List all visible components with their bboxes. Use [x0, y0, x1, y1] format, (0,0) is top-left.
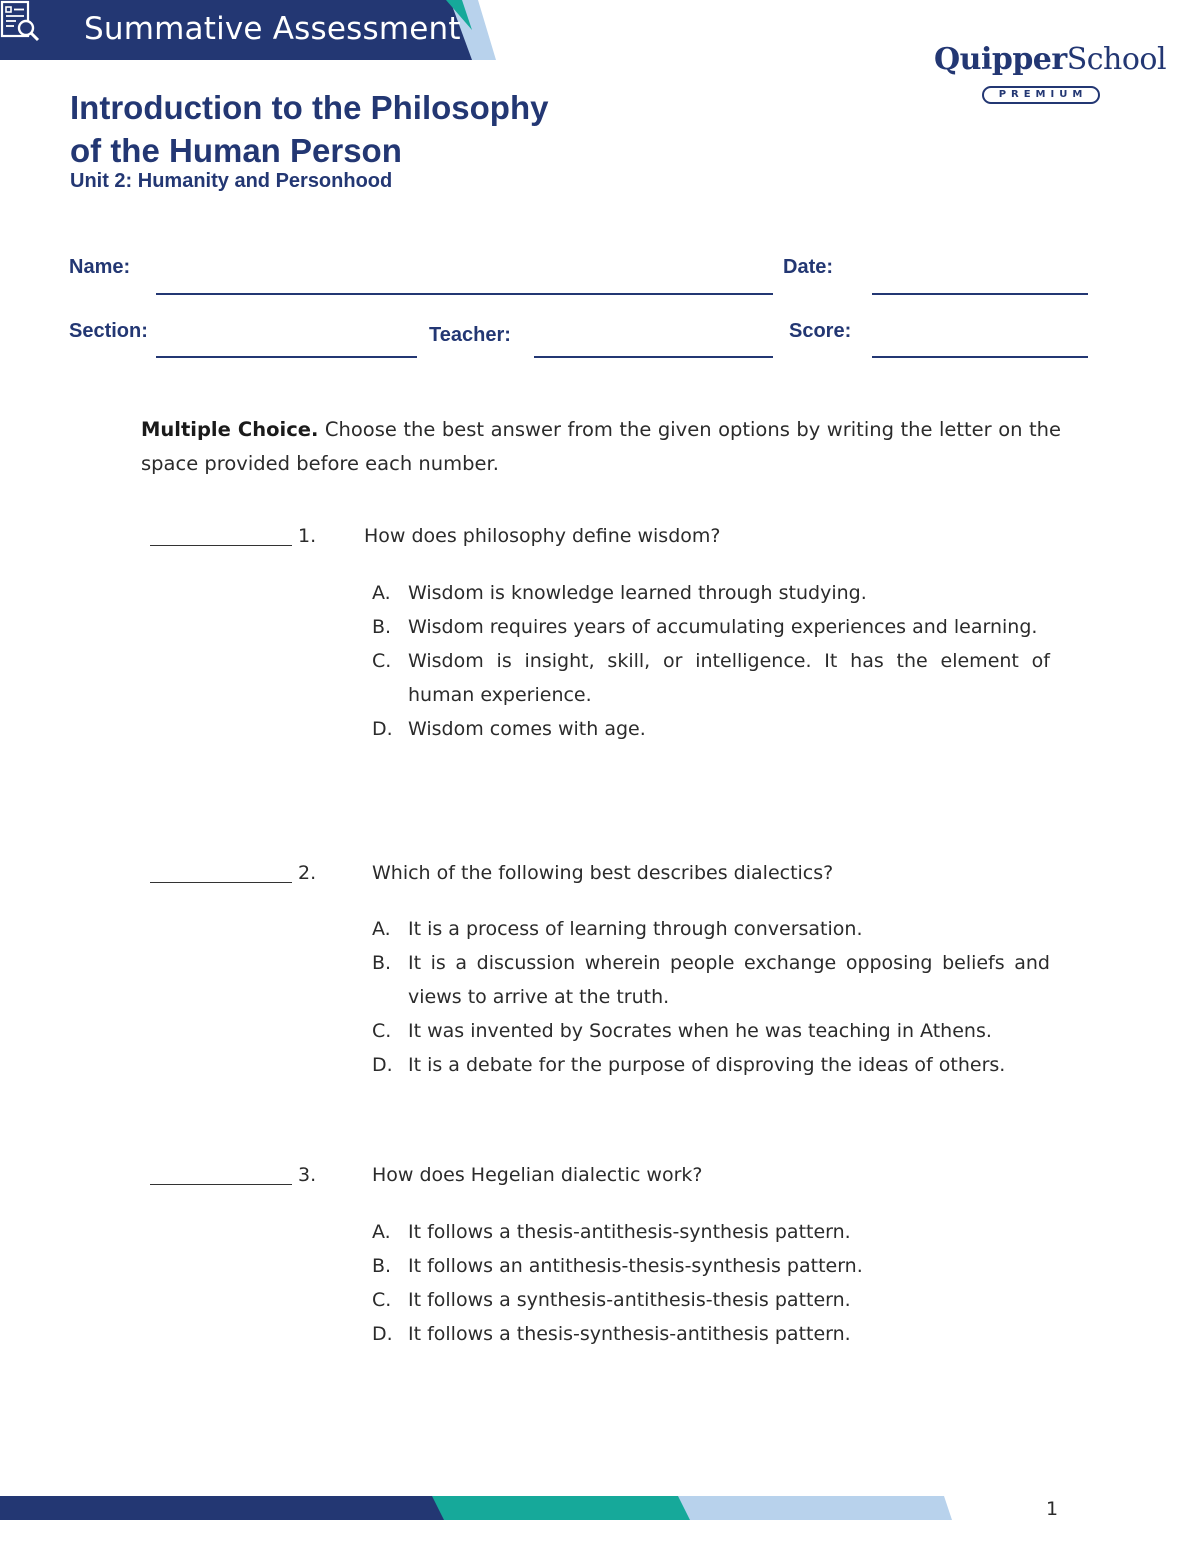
- choice-item: [372, 610, 1050, 644]
- question-number: 2.: [298, 862, 317, 884]
- section-field[interactable]: [156, 356, 417, 358]
- question-text: How does Hegelian dialectic work?: [372, 1164, 703, 1186]
- name-label: Name:: [69, 256, 131, 278]
- choice-text: It is a process of learning through conversation.: [408, 918, 863, 940]
- document-search-icon: [0, 0, 42, 44]
- choice-item: [372, 712, 1050, 746]
- choice-text: It follows an antithesis-thesis-synthesis pattern.: [408, 1255, 863, 1277]
- choice-item: [372, 1283, 1050, 1317]
- score-field[interactable]: [872, 356, 1088, 358]
- name-field[interactable]: [156, 293, 773, 295]
- choice-letter: B.: [372, 616, 392, 638]
- choice-text: It was invented by Socrates when he was teaching in Athens.: [408, 1020, 992, 1042]
- question-text: How does philosophy define wisdom?: [364, 525, 721, 547]
- choice-text: It is a debate for the purpose of disproving the ideas of others.: [408, 1054, 1006, 1076]
- score-label: Score:: [789, 320, 852, 342]
- choice-item: [372, 1014, 1050, 1048]
- choice-item: [372, 644, 1050, 712]
- page-number: 1: [1046, 1498, 1059, 1520]
- logo-wordmark: [934, 42, 1167, 77]
- choice-text: Wisdom comes with age.: [408, 718, 646, 740]
- choice-letter: D.: [372, 718, 393, 740]
- choice-text: Wisdom is insight, skill, or intelligence. It has the element of human experience.: [408, 650, 1050, 706]
- answer-blank-1[interactable]: [150, 545, 292, 546]
- logo-brand-regular: School: [1066, 42, 1167, 77]
- choice-item: [372, 912, 1050, 946]
- choice-letter: D.: [372, 1054, 393, 1076]
- question-number: 3.: [298, 1164, 317, 1186]
- choice-letter: A.: [372, 582, 391, 604]
- choice-item: [372, 946, 1050, 1014]
- premium-badge: PREMIUM: [982, 86, 1100, 104]
- quipper-school-logo: [934, 42, 1167, 112]
- course-title-line2: of the Human Person: [70, 132, 402, 169]
- choice-text: It follows a synthesis-antithesis-thesis pattern.: [408, 1289, 851, 1311]
- choice-item: [372, 576, 1050, 610]
- course-title-line1: Introduction to the Philosophy: [70, 89, 549, 126]
- choice-list: [372, 1215, 1050, 1351]
- teacher-label: Teacher:: [429, 324, 511, 346]
- choice-letter: C.: [372, 1289, 392, 1311]
- instructions-heading: Multiple Choice.: [141, 418, 319, 441]
- date-label: Date:: [783, 256, 834, 278]
- choice-letter: A.: [372, 1221, 391, 1243]
- date-field[interactable]: [872, 293, 1088, 295]
- footer-bar: [0, 1496, 960, 1522]
- choice-letter: B.: [372, 1255, 392, 1277]
- header-banner: [0, 0, 500, 62]
- unit-title: Unit 2: Humanity and Personhood: [70, 170, 393, 192]
- choice-letter: D.: [372, 1323, 393, 1345]
- choice-text: Wisdom requires years of accumulating experiences and learning.: [408, 616, 1038, 638]
- choice-item: [372, 1317, 1050, 1351]
- choice-list: [372, 576, 1050, 746]
- choice-letter: C.: [372, 650, 392, 672]
- logo-brand-bold: Quipper: [934, 42, 1067, 77]
- choice-item: [372, 1048, 1050, 1082]
- choice-list: [372, 912, 1050, 1082]
- course-title: [70, 86, 630, 172]
- question-number: 1.: [298, 525, 317, 547]
- choice-letter: C.: [372, 1020, 392, 1042]
- instructions: [141, 413, 1061, 481]
- choice-text: It is a discussion wherein people exchange opposing beliefs and views to arrive at the truth.: [408, 952, 1050, 1008]
- choice-text: It follows a thesis-synthesis-antithesis pattern.: [408, 1323, 851, 1345]
- banner-title: Summative Assessment: [84, 11, 461, 47]
- question-text: Which of the following best describes dialectics?: [372, 862, 834, 884]
- choice-item: [372, 1215, 1050, 1249]
- answer-blank-3[interactable]: [150, 1184, 292, 1185]
- choice-letter: A.: [372, 918, 391, 940]
- answer-blank-2[interactable]: [150, 882, 292, 883]
- section-label: Section:: [69, 320, 148, 342]
- choice-letter: B.: [372, 952, 392, 974]
- teacher-field[interactable]: [534, 356, 773, 358]
- choice-item: [372, 1249, 1050, 1283]
- choice-text: It follows a thesis-antithesis-synthesis pattern.: [408, 1221, 851, 1243]
- instructions-body: Choose the best answer from the given options by writing the letter on the space provided before each number.: [141, 418, 1061, 475]
- choice-text: Wisdom is knowledge learned through studying.: [408, 582, 867, 604]
